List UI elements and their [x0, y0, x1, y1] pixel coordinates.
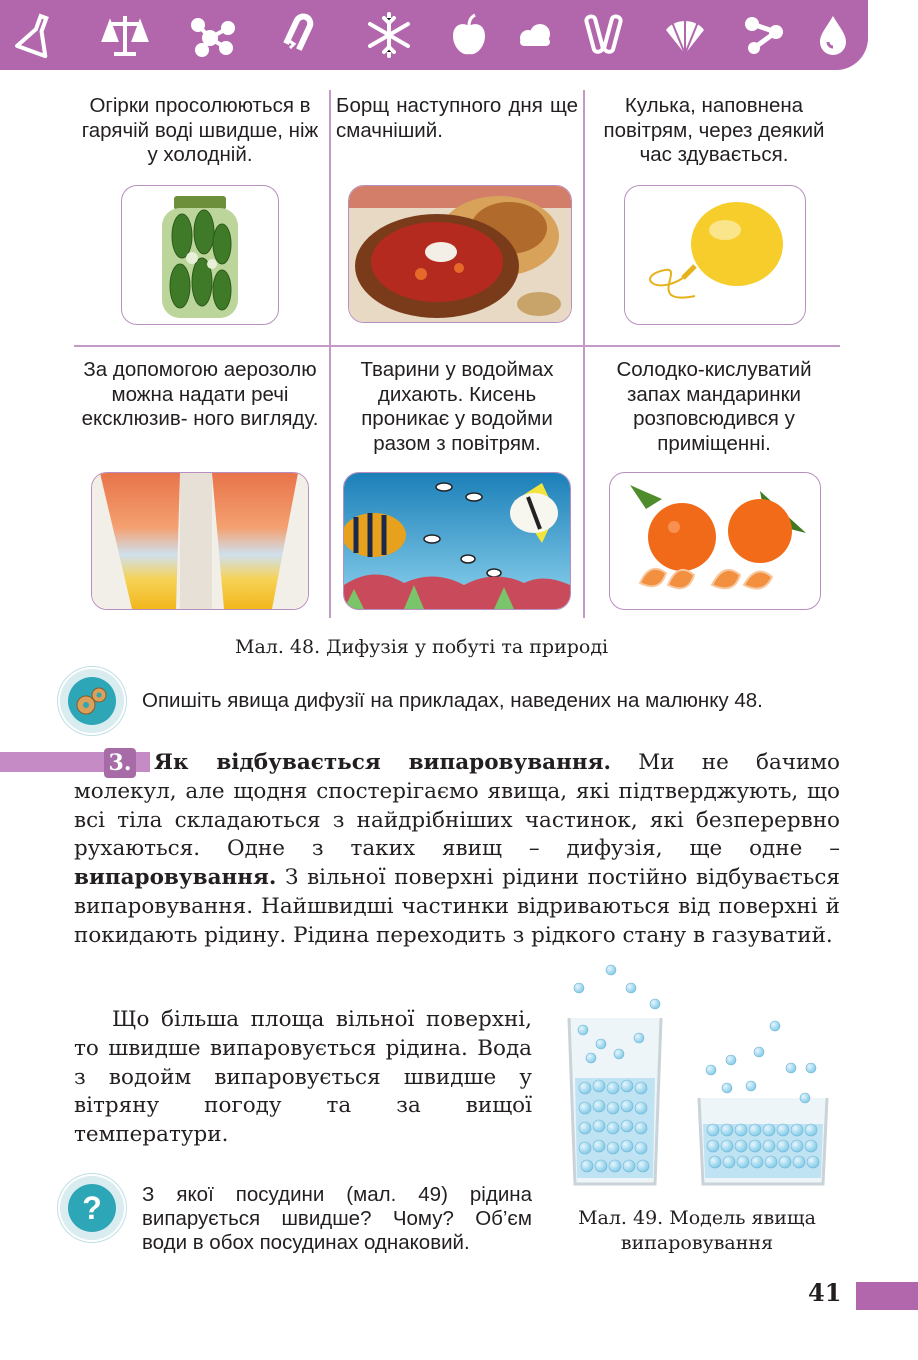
figure-cell-caption: Огірки просолюються в гарячій воді швидше, ніж у холодній. [81, 94, 319, 166]
question-mark-icon: ? [68, 1184, 116, 1232]
snowflake-icon [364, 10, 414, 60]
figure-49-caption-line: Мал. 49. Модель явища [578, 1207, 816, 1229]
magnet-icon [276, 10, 326, 60]
molecule-icon [188, 10, 238, 60]
apple-icon [444, 10, 494, 60]
paragraph-text: Ми не бачимо молекул, але щодня спостерігаємо явища, які підтверджують, що всі тіла складаються з найдрібніших частинок, які безперервно рухаються. Одне з таких явищ – дифузія, ще одне – [74, 750, 840, 862]
question-badge [60, 1176, 124, 1240]
subject-header-bar [0, 0, 868, 70]
section-number: 3. [104, 748, 136, 778]
term-bold: випаровування. [74, 865, 277, 891]
figure-cell-caption: За допомогою аерозолю можна надати речі ексклюзив- ного вигляду. [81, 358, 319, 430]
molecule-chain-icon [740, 10, 790, 60]
test-tubes-icon [580, 10, 630, 60]
task-text: Опишіть явища дифузії на прикладах, наведених на малюнку 48. [142, 689, 763, 712]
scales-icon [100, 10, 150, 60]
grid-divider [329, 90, 331, 618]
paragraph-text: З вільної поверхні рідини постійно відбувається випаровування. Найшвидші частинки відриваються від поверхні й покидають рідину. Рідина переходить з рідкого стану в газуватий. [74, 865, 840, 948]
tangerines-image [609, 472, 821, 610]
aquarium-fish-image [343, 472, 571, 610]
borscht-image [348, 185, 572, 323]
cloud-icon [510, 10, 560, 60]
drop-icon [808, 10, 858, 60]
figure-49-caption [556, 1206, 838, 1256]
grid-divider [583, 90, 585, 618]
page-number-bar [856, 1282, 918, 1310]
shell-icon [660, 10, 710, 60]
figure-cell-caption: Солодко-кислуватий запах мандаринки розповсюдився у приміщенні. [616, 358, 812, 455]
dyed-jeans-image [91, 472, 309, 610]
balloon-image [624, 185, 806, 325]
figure-cell-caption: Борщ наступного дня ще смачніший. [336, 94, 578, 142]
evaporation-model-figure [555, 958, 845, 1194]
pickle-jar-image [121, 185, 279, 325]
section-title: Як відбувається випаровування. [154, 750, 611, 775]
figure-cell-caption: Кулька, наповнена повітрям, через деякий час здувається. [603, 94, 825, 166]
figure-cell-caption: Тварини у водоймах дихають. Кисень проникає у водойми разом з повітрям. [360, 358, 554, 455]
grid-divider [74, 345, 840, 347]
gears-icon [68, 677, 116, 725]
question-text: З якої посудини (мал. 49) рідина випарується швидше? Чому? Об’єм води в обох посудинах однаковий. [142, 1183, 532, 1254]
section-paragraph-2: Що більша площа вільної поверхні, то швидше випаровується рідина. Вода з водойм випаровується швидше у вітряну погоду та за вищої температури. [74, 1007, 532, 1148]
figure-48-caption: Мал. 48. Дифузія у побуті та природі [235, 636, 609, 658]
task-badge [60, 669, 124, 733]
page-number: 41 [808, 1278, 842, 1307]
section-paragraph-1 [74, 749, 840, 979]
flask-icon [12, 10, 62, 60]
figure-49-caption-line: випаровування [620, 1232, 774, 1254]
